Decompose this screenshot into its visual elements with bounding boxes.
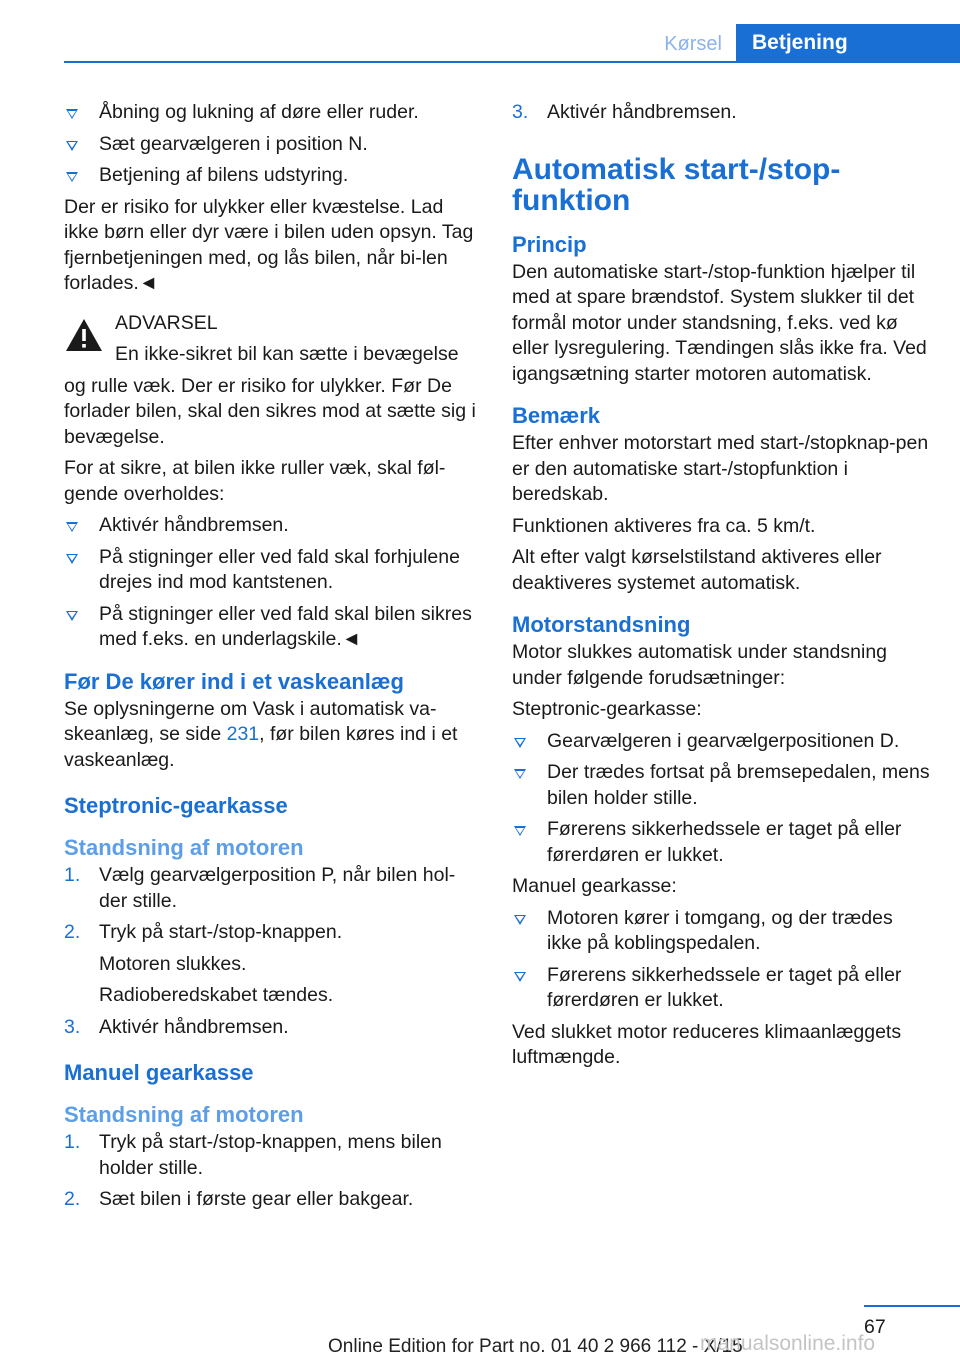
triangle-bullet-icon	[514, 972, 526, 982]
paragraph: Funktionen aktiveres fra ca. 5 km/t.	[512, 514, 816, 537]
list-item: 1. Vælg gearvælgerposition P, når bilen hol-der stille.	[64, 864, 456, 912]
paragraph: Der er risiko for ulykker eller kvæstelse. Lad ikke børn eller dyr være i bilen uden opsyn. Tag fjernbetjeningen med, og lås bilen, når bi-len forlades.◄	[64, 195, 474, 294]
paragraph: Se oplysningerne om Vask i automatisk va-skeanlæg, se side 231, før bilen køres ind i et vaskeanlæg.	[64, 697, 458, 771]
triangle-bullet-icon	[514, 915, 526, 925]
heading-standsning: Standsning af motoren	[64, 1102, 304, 1127]
watermark: manualsonline.info	[700, 1332, 876, 1355]
footer-rule	[864, 1305, 960, 1307]
sub-paragraph: Motoren slukkes.	[99, 952, 247, 975]
warning-triangle-icon	[64, 317, 104, 353]
list-item: 3. Aktivér håndbremsen.	[64, 1015, 289, 1038]
paragraph: Den automatiske start-/stop-funktion hjælper til med at spare brændstof. System slukker til det formål motor under standsning, f.eks. ved kø eller lysregulering. Tændingen slås ikke fra. Ved igangsætning starter motoren automatisk.	[512, 260, 927, 385]
heading-auto-start-stop: Automatisk start-/stop-funktion	[512, 152, 841, 217]
paragraph: Ved slukket motor reduceres klimaanlæggets luftmængde.	[512, 1020, 902, 1068]
paragraph: Efter enhver motorstart med start-/stopknap-pen er den automatiske start-/stopfunktion i beredskab.	[512, 432, 929, 505]
bullet-list	[512, 906, 932, 1014]
paragraph: For at sikre, at bilen ikke ruller væk, skal føl-gende overholdes:	[64, 457, 446, 505]
heading-bemaerk: Bemærk	[512, 403, 601, 428]
heading-standsning: Standsning af motoren	[64, 835, 304, 860]
heading-steptronic: Steptronic-gearkasse	[64, 793, 288, 818]
warning-label: ADVARSEL	[115, 311, 218, 334]
triangle-bullet-icon	[66, 522, 78, 532]
list-item: 2. Tryk på start-/stop-knappen.	[64, 921, 343, 943]
paragraph: Alt efter valgt kørselstilstand aktiveres eller deaktiveres systemet automatisk.	[512, 546, 882, 594]
page-number: 67	[864, 1316, 886, 1338]
tab-korsel[interactable]: Kørsel	[664, 33, 722, 55]
numbered-list	[64, 863, 478, 946]
triangle-bullet-icon	[514, 826, 526, 836]
list-item: Førerens sikkerhedssele er taget på eller førerdøren er lukket.	[512, 963, 932, 1014]
numbered-list	[64, 1130, 478, 1213]
left-column	[64, 100, 478, 1219]
list-item: Åbning og lukning af døre eller ruder.	[64, 100, 478, 126]
list-item: Gearvælgeren i gearvælgerpositionen D.	[512, 729, 932, 755]
list-item: 2. Sæt bilen i første gear eller bakgear.	[64, 1188, 414, 1210]
triangle-bullet-icon	[514, 738, 526, 748]
list-item: Aktivér håndbremsen.	[64, 513, 478, 539]
tab-betjening[interactable]: Betjening	[736, 24, 960, 62]
header-rule	[64, 61, 960, 63]
list-item: Der trædes fortsat på bremsepedalen, mens bilen holder stille.	[512, 760, 932, 811]
paragraph: Manuel gearkasse:	[512, 875, 677, 897]
list-item: Førerens sikkerhedssele er taget på eller førerdøren er lukket.	[512, 817, 932, 868]
bullet-list	[512, 729, 932, 869]
numbered-list	[512, 100, 932, 126]
list-item: På stigninger eller ved fald skal forhjulene drejes ind mod kantstenen.	[64, 545, 478, 596]
heading-motorstandsning: Motorstandsning	[512, 612, 691, 637]
warning-block	[64, 311, 478, 451]
triangle-bullet-icon	[66, 172, 78, 182]
list-item: På stigninger eller ved fald skal bilen sikres med f.eks. en underlagskile.◄	[64, 602, 478, 653]
heading-vaskeanlaeg: Før De kører ind i et vaskeanlæg	[64, 668, 404, 694]
warning-text: og rulle væk. Der er risiko for ulykker. Før De forlader bilen, skal den sikres mod at sætte sig i bevægelse.	[64, 374, 476, 448]
triangle-bullet-icon	[66, 611, 78, 621]
page-link-231[interactable]: 231	[226, 723, 260, 745]
paragraph: Motor slukkes automatisk under standsning under følgende forudsætninger:	[512, 641, 888, 689]
list-item: Motoren kører i tomgang, og der trædes ikke på koblingspedalen.	[512, 906, 932, 957]
bullet-list	[64, 100, 478, 189]
list-item: Sæt gearvælgeren i position N.	[64, 132, 478, 158]
triangle-bullet-icon	[66, 141, 78, 151]
numbered-list	[64, 1015, 478, 1041]
bullet-list	[64, 513, 478, 653]
triangle-bullet-icon	[66, 109, 78, 119]
right-column	[512, 100, 932, 1077]
list-item: Betjening af bilens udstyring.	[64, 163, 478, 189]
warning-text-first: En ikke-sikret bil kan sætte i bevægelse	[115, 343, 459, 365]
paragraph: Steptronic-gearkasse:	[512, 698, 702, 720]
heading-princip: Princip	[512, 231, 587, 257]
edition-text: Online Edition for Part no. 01 40 2 966 112 - X/15	[328, 1336, 743, 1357]
list-item: 1. Tryk på start-/stop-knappen, mens bilen holder stille.	[64, 1131, 442, 1179]
triangle-bullet-icon	[66, 554, 78, 564]
triangle-bullet-icon	[514, 769, 526, 779]
heading-manuel: Manuel gearkasse	[64, 1060, 254, 1085]
list-item: 3. Aktivér håndbremsen.	[512, 101, 737, 123]
sub-paragraph: Radioberedskabet tændes.	[99, 984, 334, 1006]
